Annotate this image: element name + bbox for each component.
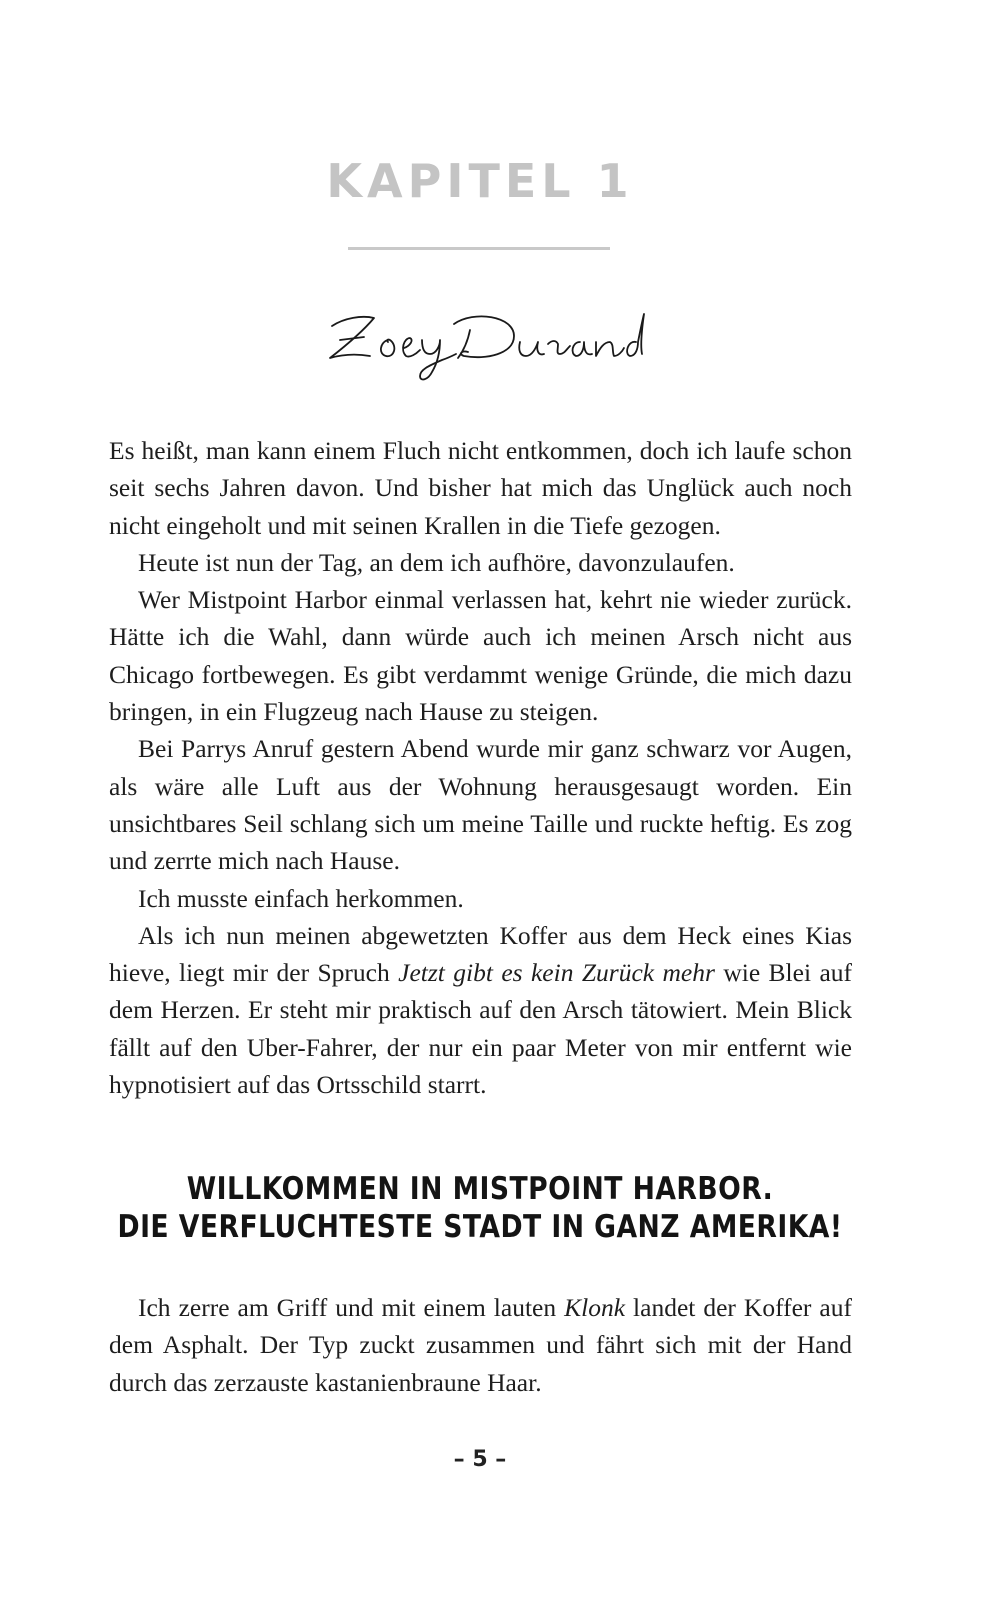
italic-phrase: Jetzt gibt es kein Zurück mehr xyxy=(398,958,715,988)
paragraph: Es heißt, man kann einem Fluch nicht entkommen, doch ich laufe schon seit sechs Jahren davon. Und bisher hat mich das Unglück auch noch nicht eingeholt und mit seinen Krallen in die Tiefe gezogen. xyxy=(109,436,852,540)
paragraph-text: wie Blei auf dem Herzen. Er steht mir praktisch auf den Arsch tätowiert. Mein Blick fällt auf den Uber-Fahrer, der nur ein paar Meter von mir entfernt wie hypnotisiert auf das Ortsschild starrt. xyxy=(109,958,853,1100)
paragraph xyxy=(109,1289,852,1401)
italic-word: Klonk xyxy=(564,1293,626,1322)
pov-character-signature xyxy=(318,296,648,386)
paragraph: Bei Parrys Anruf gestern Abend wurde mir ganz schwarz vor Augen, als wäre alle Luft aus der Wohnung herausgesaugt worden. Ein unsichtbares Seil schlang sich um meine Taille und ruckte heftig. Es zog und zerrte mich nach Hause. xyxy=(109,734,852,876)
body-text-section xyxy=(109,1289,852,1401)
signature-graphic xyxy=(318,296,648,386)
paragraph xyxy=(109,917,852,1103)
chapter-divider xyxy=(348,247,610,250)
body-text-section xyxy=(109,432,852,1103)
town-sign-text xyxy=(67,1170,893,1246)
sign-line: DIE VERFLUCHTESTE STADT IN GANZ AMERIKA! xyxy=(117,1209,843,1245)
chapter-title: KAPITEL 1 xyxy=(326,154,634,208)
paragraph: Heute ist nun der Tag, an dem ich aufhöre, davonzulaufen. xyxy=(138,547,735,577)
paragraph-text: landet der Koffer auf dem Asphalt. Der Typ zuckt zusammen und fährt sich mit der Hand durch das zerzauste kastanienbraune Haar. xyxy=(109,1293,852,1397)
sign-line: WILLKOMMEN IN MISTPOINT HARBOR. xyxy=(186,1171,774,1207)
paragraph: Ich musste einfach herkommen. xyxy=(138,883,464,913)
page-number: – 5 – xyxy=(453,1447,507,1472)
paragraph: Wer Mistpoint Harbor einmal verlassen hat, kehrt nie wieder zurück. Hätte ich die Wahl, dann würde auch ich meinen Arsch nicht aus Chicago fortbewegen. Es gibt verdammt wenige Gründe, die mich dazu bringen, in ein Flugzeug nach Hause zu steigen. xyxy=(109,585,852,727)
paragraph-text: Als ich nun meinen abgewetzten Koffer aus dem Heck eines Kias hieve, liegt mir der Spruch xyxy=(109,920,852,988)
paragraph-text: Ich zerre am Griff und mit einem lauten xyxy=(138,1293,565,1322)
